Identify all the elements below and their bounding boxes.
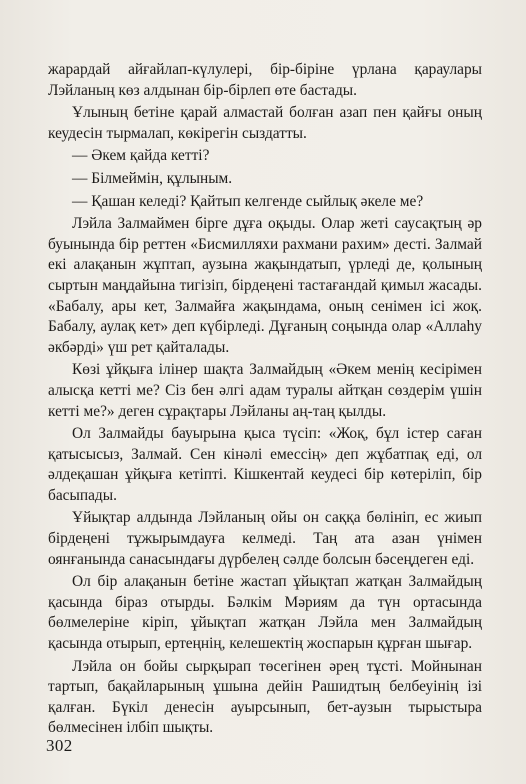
paragraph: Лэйла он бойы сырқырап төсегінен әрең тұсті. Мойнынан тартып, бақайларының ұшына дейін Рашидтың белбеуінің ізі қалған. Бүкіл денесін ауырсынып, бет-аузын тырыстыра бөлмесінен ілбіп шықты. (48, 657, 482, 737)
paragraph: Ол Залмайды бауырына қыса түсіп: «Жоқ, бұл істер саған қатысысыз, Залмай. Сен кінәлі емессің» деп жұбатпақ еді, ол әлдеқашан ұйқыға кетіпті. Кішкентай кеудесі бір көтеріліп, бір басыпады. (48, 425, 482, 504)
dialogue-line: — Қашан келеді? Қайтып келгенде сыйлық әкеле ме? (72, 192, 424, 210)
dialogue-line: — Білмеймін, құлыным. (72, 169, 233, 187)
paragraph: Ол бір алақанын бетіне жастап ұйықтап жатқан Залмайдың қасында біраз отырды. Бәлкім Мәриям да түн ортасында бөлмелеріне кіріп, ұйықтап жатқан Лэйла мен Залмайдың қасында отырып, ертеңнің, келешектің жоспарын құрған шығар. (48, 573, 482, 653)
paragraph: Лэйла Залмаймен бірге дұға оқыды. Олар жеті саусақтың әр буынында бір реттен «Бисмилляхи рахмани рахим» десті. Залмай екі алақанын жұптап, аузына жақындатып, үрледі де, қолының сыртын маңдайына тигізіп, бірдеңені тастағандай қимыл жасады. «Бабалу, ары кет, Залмайға жақындама, оның сенімен ісі жоқ. Бабалу, аулақ кет» деп күбірледі. Дұғаның соңында олар «Аллаһу әкбәрді» үш рет қайталады. (48, 215, 482, 356)
page-number: 302 (46, 736, 73, 755)
body-text (48, 60, 482, 741)
dialogue-line: — Әкем қайда кетті? (72, 147, 210, 165)
paragraph: Көзі ұйқыға ілінер шақта Залмайдың «Әкем менің кесірімен алысқа кетті ме? Сіз бен әлгі адам туралы айтқан сөздерім үшін кетті ме?» деген сұрақтары Лэйланы аң-таң қылды. (48, 361, 482, 420)
paragraph: Ұлының бетіне қарай алмастай болған азап пен қайғы оның кеудесін тырмалап, көкірегін сыздатты. (48, 104, 482, 142)
paragraph: жарардай айғайлап-күлулері, бір-біріне үрлана қараулары Лэйланың көз алдынан бір-бірлеп өте бастады. (48, 61, 482, 99)
paragraph: Ұйықтар алдында Лэйланың ойы он саққа бөлініп, ес жиып бірдеңені тұжырымдауға келмеді. Таң ата азан үнімен оянғанында санасындағы дүрбелең сәлде болсын бәсеңдеген еді. (48, 509, 482, 568)
